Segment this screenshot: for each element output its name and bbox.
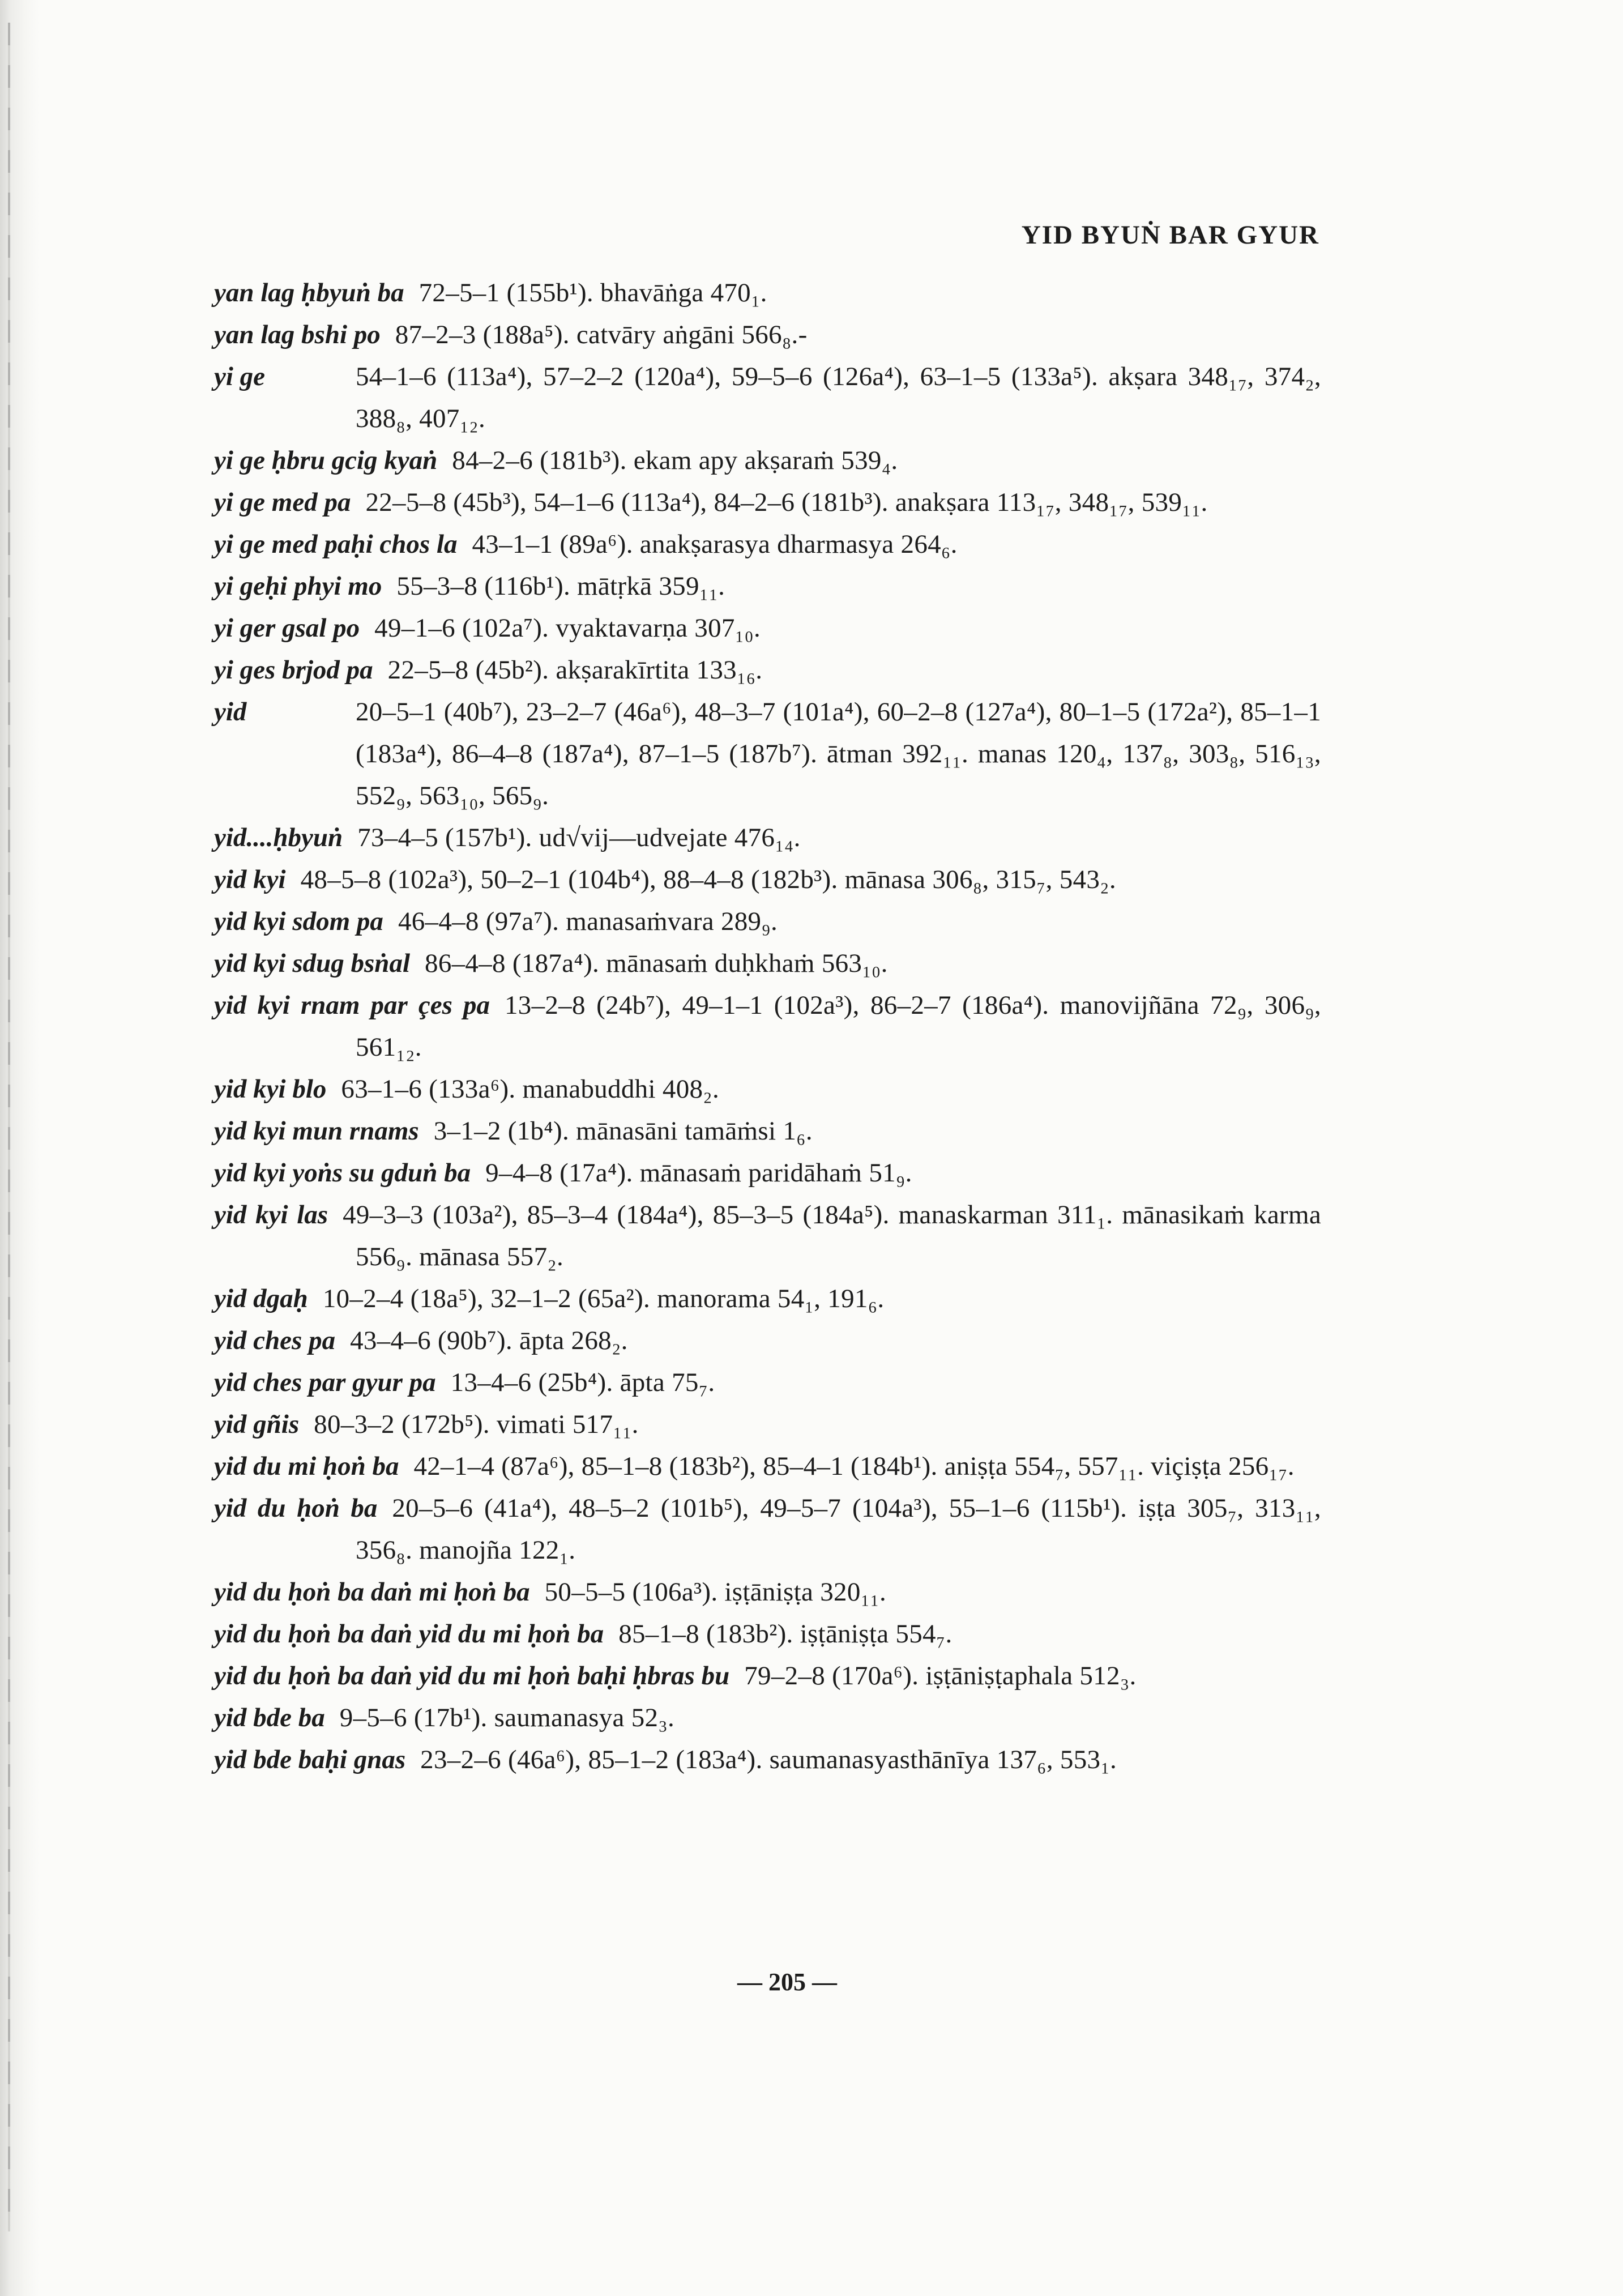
entry [214,356,1321,439]
headword: yid [214,697,247,727]
headword: yi geḥi phyi mo [214,571,382,601]
headword: yid du ḥoṅ ba daṅ yid du mi ḥoṅ ba [214,1619,604,1649]
entry [214,523,1321,565]
headword: yid....ḥbyuṅ [214,823,343,852]
headword: yan lag bshi po [214,320,381,349]
entry-text: 9–4–8 (17a⁴). mānasaṁ paridāhaṁ 51₉. [485,1158,912,1188]
entry-text: 42–1–4 (87a⁶), 85–1–8 (183b²), 85–4–1 (184b¹). aniṣṭa 554₇, 557₁₁. viçiṣṭa 256₁₇. [413,1452,1295,1481]
entry-text: 22–5–8 (45b²). akṣarakīrtita 133₁₆. [387,655,763,685]
entry-text: 48–5–8 (102a³), 50–2–1 (104b⁴), 88–4–8 (182b³). mānasa 306₈, 315₇, 543₂. [300,865,1116,894]
entry [214,1320,1321,1362]
entry [214,1571,1321,1613]
entry-text: 43–4–6 (90b⁷). āpta 268₂. [350,1326,628,1355]
headword: yi ger gsal po [214,613,360,643]
entry-text: 23–2–6 (46a⁶), 85–1–2 (183a⁴). saumanasyasthānīya 137₆, 553₁. [420,1745,1117,1774]
headword: yid kyi [214,865,286,894]
entry-text: 80–3–2 (172b⁵). vimati 517₁₁. [314,1410,639,1439]
entry-text: 3–1–2 (1b⁴). mānasāni tamāṁsi 1₆. [433,1116,813,1146]
entry-text: 20–5–6 (41a⁴), 48–5–2 (101b⁵), 49–5–7 (104a³), 55–1–6 (115b¹). iṣṭa 305₇, 313₁₁, 356₈. manojña 122₁. [356,1493,1321,1565]
entry-text: 22–5–8 (45b³), 54–1–6 (113a⁴), 84–2–6 (181b³). anakṣara 113₁₇, 348₁₇, 539₁₁. [365,488,1208,517]
headword: yid kyi sdom pa [214,907,383,936]
entry-text: 55–3–8 (116b¹). mātṛkā 359₁₁. [396,571,725,601]
entry-text: 79–2–8 (170a⁶). iṣṭāniṣṭaphala 512₃. [744,1661,1137,1691]
page-number: — 205 — [737,1968,837,1996]
entry [214,565,1321,607]
headword: yan lag ḥbyuṅ ba [214,278,404,308]
headword: yi ge [214,362,266,391]
entry [214,481,1321,523]
headword: yid kyi sdug bsṅal [214,949,411,978]
binding-shadow [8,23,10,2231]
entry [214,1613,1321,1655]
entry [214,942,1321,984]
entry-list [214,272,1321,1781]
headword: yid du mi ḥoṅ ba [214,1452,399,1481]
headword: yi ge ḥbru gcig kyaṅ [214,446,438,475]
entry [214,314,1321,356]
headword: yid ches par gyur pa [214,1368,436,1397]
entry-text: 73–4–5 (157b¹). ud√vij—udvejate 476₁₄. [357,823,801,852]
headword: yid bde baḥi gnas [214,1745,406,1774]
headword: yid kyi mun rnams [214,1116,419,1146]
entry [214,1110,1321,1152]
entry-text: 10–2–4 (18a⁵), 32–1–2 (65a²). manorama 54₁, 191₆. [322,1284,885,1313]
entry-text: 86–4–8 (187a⁴). mānasaṁ duḥkhaṁ 563₁₀. [425,949,888,978]
entry [214,817,1321,859]
entry [214,1655,1321,1697]
entry [214,1487,1321,1571]
entry-text: 43–1–1 (89a⁶). anakṣarasya dharmasya 264₆. [472,530,958,559]
entry [214,1697,1321,1739]
entry [214,439,1321,481]
headword: yi ge med pa [214,488,351,517]
entry [214,1194,1321,1278]
entry-text: 87–2–3 (188a⁵). catvāry aṅgāni 566₈.- [395,320,808,349]
entry-text: 84–2–6 (181b³). ekam apy akṣaraṁ 539₄. [452,446,898,475]
headword: yid du ḥoṅ ba daṅ yid du mi ḥoṅ baḥi ḥbras bu [214,1661,730,1691]
entry [214,984,1321,1068]
headword: yid ches pa [214,1326,336,1355]
entry [214,1068,1321,1110]
entry [214,1278,1321,1320]
entry-text: 72–5–1 (155b¹). bhavāṅga 470₁. [418,278,767,308]
entry [214,691,1321,817]
entry [214,1739,1321,1781]
entry [214,649,1321,691]
headword: yi ges brjod pa [214,655,373,685]
entry [214,607,1321,649]
entry-text: 85–1–8 (183b²). iṣṭāniṣṭa 554₇. [618,1619,953,1649]
headword: yid bde ba [214,1703,325,1732]
headword: yi ge med paḥi chos la [214,530,458,559]
entry-text: 49–3–3 (103a²), 85–3–4 (184a⁴), 85–3–5 (184a⁵). manaskarman 311₁. mānasikaṁ karma 556₉. mānasa 557₂. [343,1200,1321,1271]
headword: yid dgaḥ [214,1284,308,1313]
entry-text: 9–5–6 (17b¹). saumanasya 52₃. [339,1703,675,1732]
headword: yid du ḥoṅ ba [214,1493,378,1523]
entry [214,859,1321,901]
entry [214,1362,1321,1403]
entry-text: 20–5–1 (40b⁷), 23–2–7 (46a⁶), 48–3–7 (101a⁴), 60–2–8 (127a⁴), 80–1–5 (172a²), 85–1–1 (183a⁴), 86–4–8 (187a⁴), 87–1–5 (187b⁷). ātman 392₁₁. manas 120₄, 137₈, 303₈, 516₁₃, 552₉, 563₁₀, 565₉. [356,697,1321,810]
scan-edge [0,0,40,2296]
headword: yid du ḥoṅ ba daṅ mi ḥoṅ ba [214,1577,530,1607]
headword: yid kyi yoṅs su gduṅ ba [214,1158,471,1188]
entry [214,1445,1321,1487]
entry-text: 50–5–5 (106a³). iṣṭāniṣṭa 320₁₁. [544,1577,887,1607]
entry-text: 63–1–6 (133a⁶). manabuddhi 408₂. [341,1074,720,1104]
headword: yid kyi blo [214,1074,327,1104]
headword: yid kyi rnam par çes pa [214,991,490,1020]
entry [214,901,1321,942]
entry-text: 49–1–6 (102a⁷). vyaktavarṇa 307₁₀. [374,613,761,643]
entry [214,1403,1321,1445]
entry-text: 13–4–6 (25b⁴). āpta 75₇. [450,1368,715,1397]
entry-text: 46–4–8 (97a⁷). manasaṁvara 289₉. [398,907,778,936]
headword: yid gñis [214,1410,300,1439]
entry-text: 13–2–8 (24b⁷), 49–1–1 (102a³), 86–2–7 (186a⁴). manovijñāna 72₉, 306₉, 561₁₂. [356,991,1321,1062]
running-head: YID BYUṄ BAR GYUR [1021,220,1319,250]
entry-text: 54–1–6 (113a⁴), 57–2–2 (120a⁴), 59–5–6 (126a⁴), 63–1–5 (133a⁵). akṣara 348₁₇, 374₂, 388₈, 407₁₂. [356,362,1321,433]
headword: yid kyi las [214,1200,328,1230]
entry [214,1152,1321,1194]
entry [214,272,1321,314]
